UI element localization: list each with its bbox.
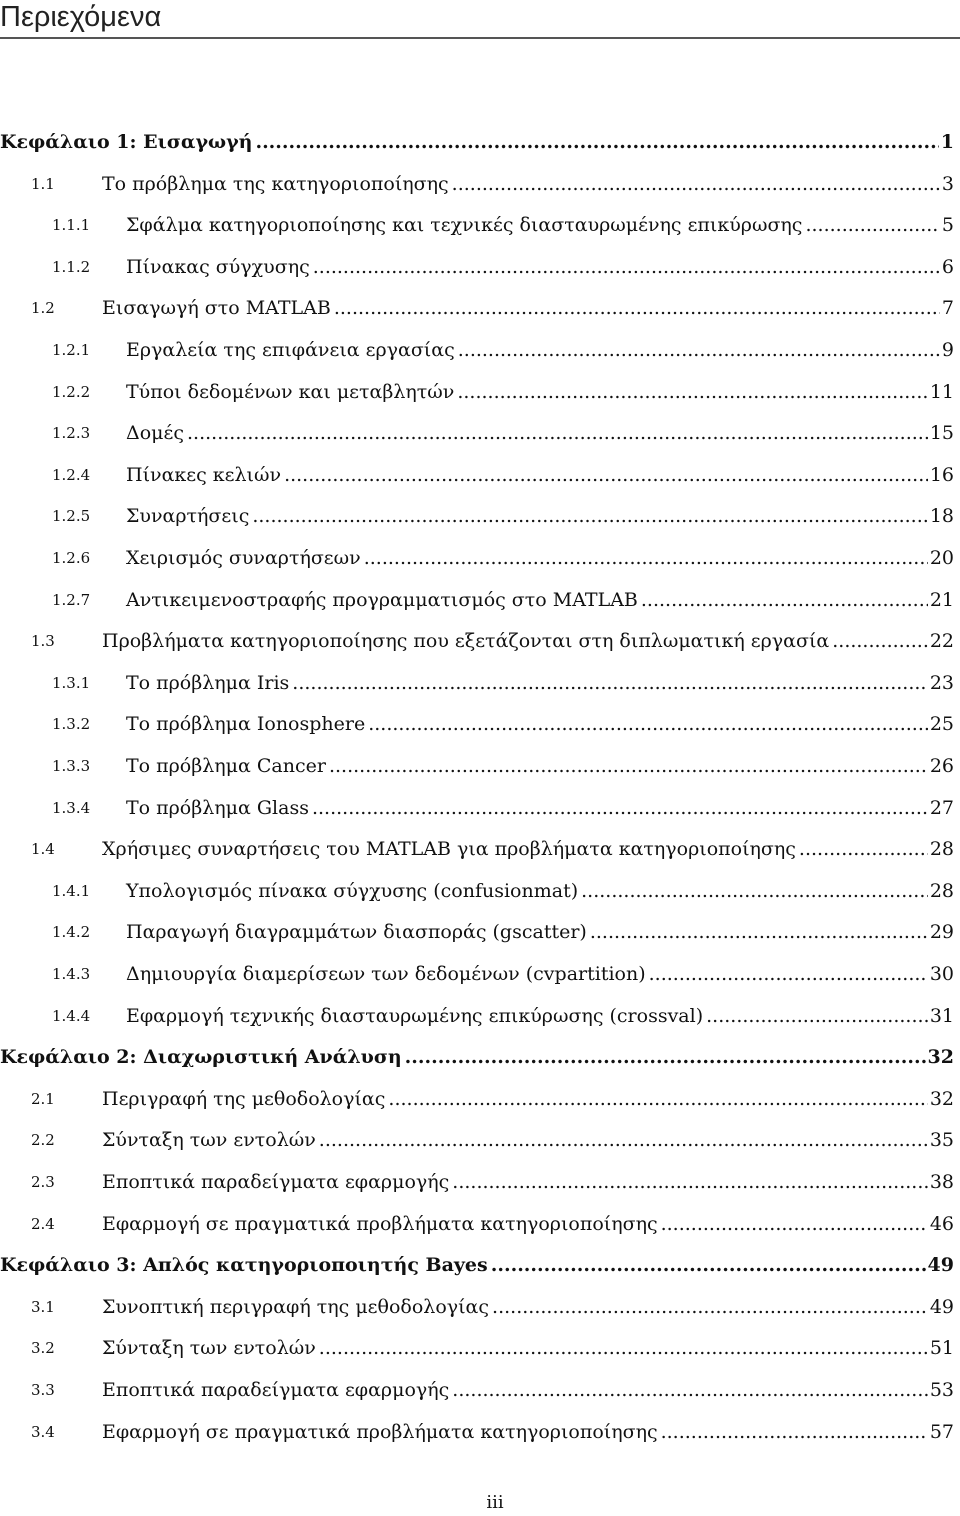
- toc-entry[interactable]: [0, 543, 954, 573]
- toc-entry-number: 1.2.5: [52, 507, 91, 526]
- toc-entry-title: Το πρόβλημα Cancer: [126, 755, 326, 777]
- dot-leader: [329, 751, 928, 781]
- toc-entry-title: Κεφάλαιο 3: Απλός κατηγοριοποιητής Bayes: [0, 1254, 488, 1277]
- toc-entry-number: 1.2.2: [52, 382, 91, 401]
- toc-entry-title: Πίνακας σύγχυσης: [126, 255, 310, 278]
- toc-entry[interactable]: [0, 876, 954, 906]
- toc-entry-line: [126, 501, 954, 531]
- toc-entry-number: 1.4.2: [52, 923, 91, 942]
- toc-entry-title: Παραγωγή διαγραμμάτων διασποράς (gscatter): [126, 921, 587, 944]
- toc-entry-page: 31: [929, 1004, 954, 1027]
- toc-entry-title: Συναρτήσεις: [126, 505, 250, 528]
- toc-entry[interactable]: [0, 709, 954, 739]
- toc-entry-title: Προβλήματα κατηγοριοποίησης που εξετάζονται στη διπλωματική εργασία: [102, 630, 830, 653]
- toc-entry-page: 27: [929, 796, 954, 819]
- toc-entry-line: [0, 1042, 954, 1072]
- dot-leader: [313, 252, 940, 282]
- toc-entry[interactable]: [0, 834, 954, 864]
- toc-entry-page: 38: [929, 1171, 954, 1193]
- toc-entry[interactable]: [0, 1333, 954, 1363]
- toc-entry-line: [102, 626, 954, 656]
- toc-entry-number: 3.1: [31, 1297, 55, 1316]
- toc-entry-page: 46: [929, 1212, 954, 1235]
- dot-leader: [187, 418, 928, 448]
- toc-entry-page: 11: [929, 380, 954, 403]
- toc-entry[interactable]: [0, 793, 954, 823]
- toc-entry-line: [102, 1084, 954, 1114]
- toc-entry-page: 23: [929, 671, 954, 694]
- toc-entry-line: [102, 834, 954, 864]
- toc-entry-title: Δομές: [126, 422, 184, 445]
- toc-entry-page: 49: [929, 1295, 954, 1318]
- toc-entry-title: Εφαρμογή σε πραγματικά προβλήματα κατηγοριοποίησης: [102, 1212, 658, 1235]
- dot-leader: [292, 668, 928, 698]
- toc-entry[interactable]: [0, 293, 954, 323]
- toc-chapter-entry[interactable]: [0, 1042, 954, 1072]
- toc-entry-title: Το πρόβλημα Iris: [126, 671, 290, 694]
- toc-entry-number: 1.1: [31, 174, 55, 193]
- toc-entry-page: 3: [941, 172, 954, 195]
- toc-entry-number: 1.2.7: [52, 590, 91, 609]
- toc-entry-title: Αντικειμενοστραφής προγραμματισμός στο MATLAB: [126, 588, 638, 611]
- dot-leader: [661, 1209, 928, 1239]
- toc-entry-number: 1.3.3: [52, 757, 91, 775]
- dot-leader: [458, 335, 940, 365]
- toc-entry-line: [126, 668, 954, 698]
- toc-entry-number: 2.2: [31, 1131, 55, 1150]
- dot-leader: [388, 1084, 927, 1114]
- dot-leader: [491, 1250, 926, 1280]
- dot-leader: [805, 210, 939, 240]
- toc-entry-line: [102, 1167, 954, 1197]
- toc-entry[interactable]: [0, 1209, 954, 1239]
- dot-leader: [255, 127, 938, 157]
- dot-leader: [319, 1333, 928, 1363]
- dot-leader: [832, 626, 928, 656]
- toc-entry-page: 29: [929, 921, 954, 944]
- toc-entry-number: 1.2: [31, 299, 55, 318]
- toc-entry-line: [126, 377, 954, 407]
- toc-entry-line: [126, 335, 954, 365]
- toc-entry-page: 26: [929, 755, 954, 777]
- toc-entry-number: 1.2.6: [52, 549, 91, 567]
- toc-entry[interactable]: [0, 1125, 954, 1155]
- toc-entry-title: Περιγραφή της μεθοδολογίας: [102, 1087, 386, 1110]
- toc-entry-line: [0, 127, 954, 157]
- toc-entry-number: 1.4.1: [52, 881, 91, 900]
- toc-entry[interactable]: [0, 501, 954, 531]
- dot-leader: [368, 709, 928, 739]
- toc-entry-number: 1.2.4: [52, 465, 91, 484]
- toc-entry-title: Εργαλεία της επιφάνεια εργασίας: [126, 339, 455, 361]
- toc-entry-number: 1.3.2: [52, 715, 91, 734]
- toc-entry-line: [102, 1292, 954, 1322]
- toc-chapter-entry[interactable]: [0, 127, 954, 157]
- toc-entry-line: [126, 751, 954, 781]
- toc-entry-number: 1.3.1: [52, 673, 91, 692]
- toc-entry-line: [102, 1333, 954, 1363]
- dot-leader: [492, 1292, 928, 1322]
- toc-entry-page: 35: [929, 1129, 954, 1152]
- toc-entry-number: 1.4: [31, 840, 55, 859]
- dot-leader: [641, 585, 928, 615]
- toc-entry-page: 21: [929, 588, 954, 611]
- toc-entry-title: Χειρισμός συναρτήσεων: [126, 547, 361, 569]
- toc-entry-number: 1.4.4: [52, 1006, 91, 1025]
- toc-entry-line: [126, 1001, 954, 1031]
- toc-entry-line: [102, 1125, 954, 1155]
- dot-leader: [661, 1417, 928, 1447]
- toc-entry-title: Συνοπτική περιγραφή της μεθοδολογίας: [102, 1295, 490, 1318]
- toc-entry-line: [102, 1417, 954, 1447]
- toc-entry-page: 18: [929, 505, 954, 528]
- toc-entry-page: 57: [929, 1420, 954, 1443]
- toc-entry-number: 3.4: [31, 1422, 55, 1441]
- toc-entry-page: 1: [940, 131, 954, 153]
- toc-entry-title: Σφάλμα κατηγοριοποίησης και τεχνικές διασταυρωμένης επικύρωσης: [126, 214, 803, 237]
- toc-entry-title: Πίνακες κελιών: [126, 463, 282, 486]
- toc-entry-title: Εφαρμογή τεχνικής διασταυρωμένης επικύρωσης (crossval): [126, 1004, 704, 1027]
- toc-entry-line: [126, 793, 954, 823]
- toc-entry-page: 28: [929, 838, 954, 861]
- dot-leader: [590, 917, 928, 947]
- toc-entry-page: 28: [929, 879, 954, 902]
- toc-entry-title: Εποπτικά παραδείγματα εφαρμογής: [102, 1379, 450, 1401]
- toc-entry-title: Εφαρμογή σε πραγματικά προβλήματα κατηγοριοποίησης: [102, 1420, 658, 1443]
- toc-entry-line: [126, 709, 954, 739]
- toc-entry-title: Υπολογισμός πίνακα σύγχυσης (confusionmat): [126, 879, 579, 902]
- toc-entry-line: [126, 959, 954, 989]
- toc-entry-number: 2.3: [31, 1173, 55, 1191]
- toc-entry[interactable]: [0, 210, 954, 240]
- toc-entry-number: 1.1.2: [52, 257, 91, 276]
- toc-entry[interactable]: [0, 1084, 954, 1114]
- toc-entry-title: Κεφάλαιο 1: Εισαγωγή: [0, 131, 253, 153]
- toc-entry-page: 15: [929, 422, 954, 445]
- toc-entry-line: [102, 169, 954, 199]
- toc-entry-number: 1.1.1: [52, 216, 91, 235]
- toc-entry[interactable]: [0, 418, 954, 448]
- toc-entry[interactable]: [0, 1001, 954, 1031]
- dot-leader: [452, 169, 940, 199]
- dot-leader: [649, 959, 928, 989]
- toc-entry-line: [102, 1209, 954, 1239]
- toc-entry-title: Εισαγωγή στο MATLAB: [102, 297, 331, 320]
- toc-entry-number: 2.1: [31, 1089, 55, 1108]
- dot-leader: [457, 377, 927, 407]
- toc-entry-page: 49: [927, 1254, 954, 1277]
- toc-entry-line: [126, 917, 954, 947]
- toc-entry-page: 22: [929, 630, 954, 653]
- toc-chapter-entry[interactable]: [0, 1250, 954, 1280]
- toc-entry[interactable]: [0, 252, 954, 282]
- toc-entry[interactable]: [0, 335, 954, 365]
- dot-leader: [334, 293, 940, 323]
- toc-entry-line: [126, 210, 954, 240]
- toc-entry-page: 51: [929, 1337, 954, 1360]
- dot-leader: [799, 834, 928, 864]
- toc-entry-title: Το πρόβλημα Glass: [126, 796, 309, 819]
- dot-leader: [452, 1375, 928, 1405]
- footer-page-number: iii: [486, 1492, 504, 1513]
- toc-entry-number: 2.4: [31, 1214, 55, 1233]
- toc-entry-line: [102, 293, 954, 323]
- toc-entry-page: 32: [927, 1046, 954, 1069]
- dot-leader: [364, 543, 928, 573]
- toc-entry-page: 9: [941, 339, 954, 361]
- toc-entry[interactable]: [0, 1167, 954, 1197]
- toc-entry[interactable]: [0, 751, 954, 781]
- toc-entry-page: 32: [929, 1087, 954, 1110]
- toc-entry[interactable]: [0, 460, 954, 490]
- toc-entry[interactable]: [0, 668, 954, 698]
- toc-entry-line: [126, 543, 954, 573]
- toc-entry-title: Δημιουργία διαμερίσεων των δεδομένων (cvpartition): [126, 963, 646, 985]
- title-underline: [0, 37, 960, 39]
- toc-entry[interactable]: [0, 1292, 954, 1322]
- toc-entry-page: 7: [941, 297, 954, 320]
- toc-entry-title: Χρήσιμες συναρτήσεις του MATLAB για προβλήματα κατηγοριοποίησης: [102, 838, 796, 861]
- toc-entry-number: 3.3: [31, 1381, 55, 1399]
- dot-leader: [319, 1125, 928, 1155]
- toc-entry[interactable]: [0, 917, 954, 947]
- toc-entry[interactable]: [0, 1417, 954, 1447]
- toc-entry-page: 53: [929, 1379, 954, 1401]
- toc-entry[interactable]: [0, 959, 954, 989]
- dot-leader: [706, 1001, 928, 1031]
- toc-entry-page: 6: [941, 255, 954, 278]
- toc-entry-page: 16: [929, 463, 954, 486]
- toc-entry-title: Σύνταξη των εντολών: [102, 1129, 316, 1152]
- toc-entry-number: 1.4.3: [52, 965, 91, 983]
- toc-entry-title: Το πρόβλημα Ionosphere: [126, 713, 366, 736]
- toc-entry[interactable]: [0, 1375, 954, 1405]
- toc-entry[interactable]: [0, 377, 954, 407]
- toc-entry-line: [102, 1375, 954, 1405]
- toc-entry-number: 1.3.4: [52, 798, 91, 817]
- dot-leader: [581, 876, 928, 906]
- dot-leader: [405, 1042, 926, 1072]
- toc-entry-line: [0, 1250, 954, 1280]
- toc-entry-title: Σύνταξη των εντολών: [102, 1337, 316, 1360]
- dot-leader: [312, 793, 928, 823]
- toc-entry-number: 1.2.3: [52, 424, 91, 443]
- toc-entry-title: Το πρόβλημα της κατηγοριοποίησης: [102, 172, 449, 195]
- toc-entry-page: 25: [929, 713, 954, 736]
- page-title: Περιεχόμενα: [0, 1, 162, 33]
- toc-entry-line: [126, 876, 954, 906]
- toc-entry-page: 5: [941, 214, 954, 237]
- toc-entry-page: 20: [929, 547, 954, 569]
- toc-entry-title: Εποπτικά παραδείγματα εφαρμογής: [102, 1171, 450, 1193]
- toc-entry[interactable]: [0, 585, 954, 615]
- toc-entry-line: [126, 252, 954, 282]
- toc-entry-number: 3.2: [31, 1339, 55, 1358]
- toc-entry-title: Τύποι δεδομένων και μεταβλητών: [126, 380, 455, 403]
- toc-entry-number: 1.2.1: [52, 341, 91, 359]
- toc-entry-title: Κεφάλαιο 2: Διαχωριστική Ανάλυση: [0, 1046, 402, 1069]
- toc-entry-line: [126, 418, 954, 448]
- toc-entry[interactable]: [0, 169, 954, 199]
- dot-leader: [252, 501, 927, 531]
- toc-entry[interactable]: [0, 626, 954, 656]
- toc-entry-number: 1.3: [31, 632, 55, 651]
- dot-leader: [284, 460, 928, 490]
- toc-entry-line: [126, 585, 954, 615]
- dot-leader: [452, 1167, 928, 1197]
- toc-entry-page: 30: [929, 963, 954, 985]
- toc-entry-line: [126, 460, 954, 490]
